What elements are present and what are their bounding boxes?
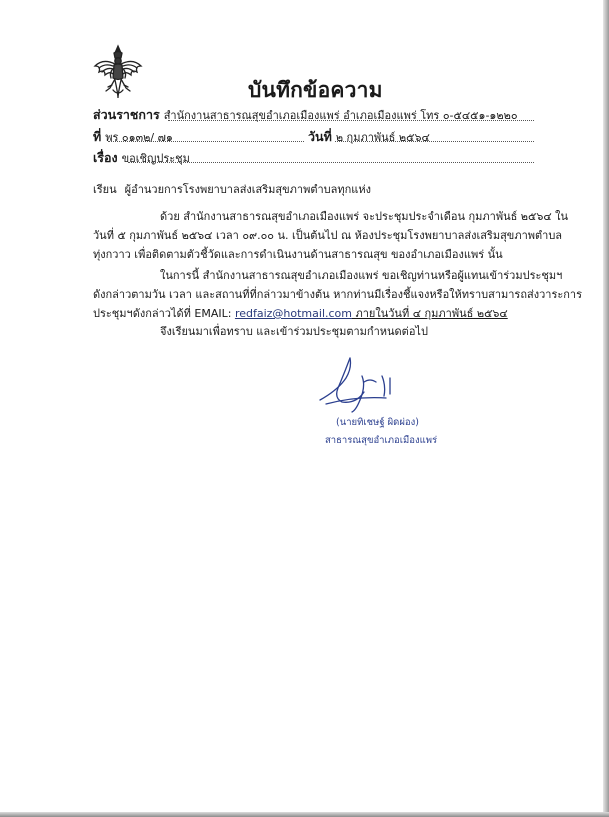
salutation-value: ผู้อำนวยการโรงพยาบาลส่งเสริมสุขภาพตำบลทุกแห่ง <box>124 183 372 196</box>
email-suffix-text: ภายในวันที่ ๔ กุมภาพันธ์ ๒๕๖๔ <box>351 307 508 320</box>
signer-position: สาธารณสุขอำเภอเมืองแพร่ <box>325 435 438 446</box>
reference-value: พร ๐๑๓๒/ ๗๑ <box>105 131 173 144</box>
body-paragraph-1 <box>93 207 569 264</box>
email-prefix-text: ประชุมฯดังกล่าวได้ที่ EMAIL: <box>93 307 235 320</box>
subject-value: ขอเชิญประชุม <box>121 152 190 165</box>
agency-row <box>93 105 518 125</box>
paragraph-2-last-line <box>93 304 533 323</box>
date-row <box>308 127 430 147</box>
body-paragraph-2 <box>93 266 583 323</box>
reference-row <box>93 127 173 147</box>
paragraph-1-line: วันที่ ๕ กุมภาพันธ์ ๒๕๖๔ เวลา ๐๙.๐๐ น. เป็นต้นไป ณ ห้องประชุมโรงพยาบาลส่งเสริมสุขภาพตำบล <box>93 229 563 242</box>
garuda-emblem-icon <box>93 44 143 100</box>
handwritten-signature-icon <box>316 352 436 414</box>
paragraph-1-line: ทุ่งกวาว เพื่อติดตามตัวชี้วัดและการดำเนินงานด้านสาธารณสุข ของอำเภอเมืองแพร่ นั้น <box>93 248 503 261</box>
salutation-row <box>93 180 371 198</box>
agency-value: สำนักงานสาธารณสุขอำเภอเมืองแพร่ อำเภอเมืองแพร่ โทร ๐-๕๔๕๑-๑๒๒๐ <box>163 109 518 122</box>
salutation-label: เรียน <box>93 183 117 196</box>
reference-label: ที่ <box>93 129 102 144</box>
date-label: วันที่ <box>308 129 332 144</box>
closing-line: จึงเรียนมาเพื่อทราบ และเข้าร่วมประชุมตามกำหนดต่อไป <box>160 325 428 338</box>
date-value: ๒ กุมภาพันธ์ ๒๕๖๔ <box>335 131 430 144</box>
email-link[interactable]: redfaiz@hotmail.com <box>234 307 352 320</box>
subject-dotted-line <box>128 162 534 163</box>
subject-row <box>93 148 190 168</box>
paragraph-2-line: ดังกล่าวตามวัน เวลา และสถานที่ที่กล่าวมาข้างต้น หากท่านมีเรื่องชี้แจงหรือให้ทราบสามารถส่งวาระการ <box>93 288 583 301</box>
paragraph-2-line: ในการนี้ สำนักงานสาธารณสุขอำเภอเมืองแพร่ ขอเชิญท่านหรือผู้แทนเข้าร่วมประชุมฯ <box>160 269 563 282</box>
scan-edge-bottom <box>0 812 609 817</box>
closing-paragraph <box>93 322 533 341</box>
agency-dotted-line <box>168 120 534 121</box>
paragraph-1-line: ด้วย สำนักงานสาธารณสุขอำเภอเมืองแพร่ จะประชุมประจำเดือน กุมภาพันธ์ ๒๕๖๔ ใน <box>160 210 569 223</box>
scan-edge-right <box>603 0 609 817</box>
signer-name: (นายทิเชษฐ์ ผิดผ่อง) <box>336 417 419 428</box>
date-dotted-line <box>335 141 534 142</box>
agency-label: ส่วนราชการ <box>93 107 160 122</box>
memo-title: บันทึกข้อความ <box>248 78 383 102</box>
reference-dotted-line <box>108 141 304 142</box>
subject-label: เรื่อง <box>93 150 118 165</box>
